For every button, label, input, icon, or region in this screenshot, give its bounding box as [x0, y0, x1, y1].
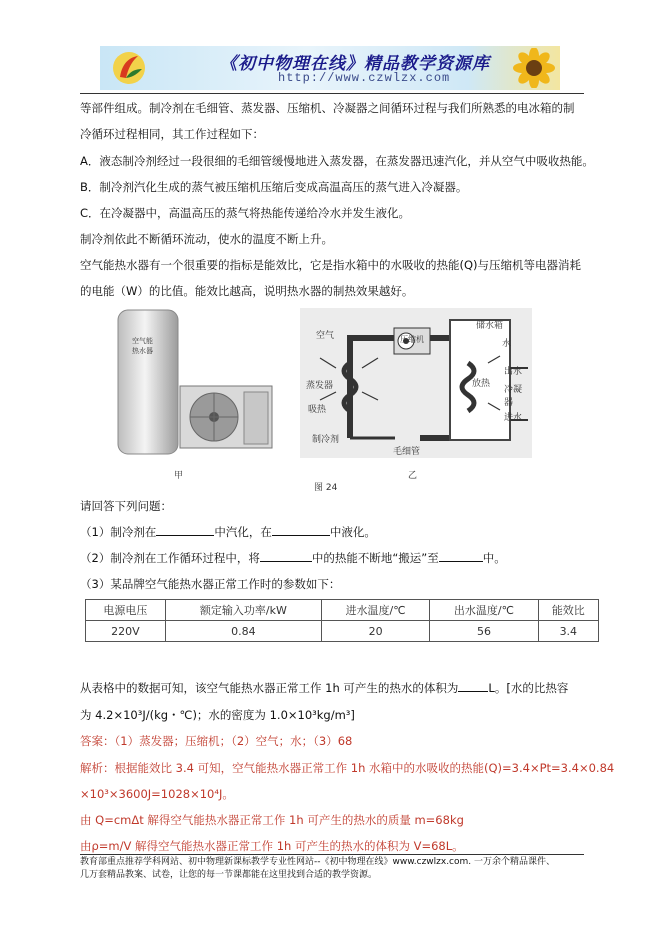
- question-2: （2）制冷剂在工作循环过程中，将 中的热能不断地“搬运”至 中。: [80, 551, 506, 565]
- table-header: 进水温度/℃: [321, 600, 429, 621]
- label-yi: 乙: [408, 471, 418, 481]
- answer-blank[interactable]: [272, 524, 330, 536]
- label-absorb-heat: 吸热: [308, 405, 327, 415]
- label-air: 空气: [316, 331, 335, 341]
- label-release-heat: 放热: [472, 379, 491, 389]
- site-logo-icon: [112, 51, 146, 85]
- paragraph-line: 的电能（W）的比值。能效比越高，说明热水器的制热效果越好。: [80, 284, 414, 298]
- question-3-note: 为 4.2×10³J/(kg・℃)；水的密度为 1.0×10³kg/m³]: [80, 708, 355, 722]
- question-1: （1）制冷剂在 中汽化，在 中液化。: [80, 525, 376, 539]
- label-out-water: 出水: [504, 367, 523, 377]
- step-b: B．制冷剂汽化生成的蒸气被压缩机压缩后变成高温高压的蒸气进入冷凝器。: [80, 180, 468, 194]
- question-intro: 请回答下列问题：: [80, 499, 172, 513]
- tank-label: 空气能热水器: [132, 337, 153, 355]
- label-evaporator: 蒸发器: [306, 381, 334, 391]
- paragraph-line: 等部件组成。制冷剂在毛细管、蒸发器、压缩机、冷凝器之间循环过程与我们所熟悉的电冰箱的制: [80, 101, 575, 115]
- footer-divider: [80, 854, 584, 855]
- table-cell: 220V: [86, 621, 166, 642]
- question-3: （3）某品牌空气能热水器正常工作时的参数如下：: [80, 577, 341, 591]
- table-header: 额定输入功率/kW: [165, 600, 321, 621]
- table-header: 电源电压: [86, 600, 166, 621]
- label-refrigerant: 制冷剂: [312, 435, 340, 445]
- figure-caption: 图 24: [314, 483, 338, 493]
- table-cell: 20: [321, 621, 429, 642]
- figure-24: [110, 306, 530, 496]
- label-tank: 储水箱: [476, 321, 504, 331]
- table-row: [86, 621, 599, 642]
- table-cell: 56: [430, 621, 538, 642]
- table-header: 出水温度/℃: [430, 600, 538, 621]
- answer-line: 答案：（1）蒸发器；压缩机；（2）空气；水；（3）68: [80, 734, 353, 748]
- water-heater-photo: [110, 306, 290, 466]
- footer-line: 教育部重点推荐学科网站、初中物理新课标教学专业性网站--《初中物理在线》www.czwlzx.com. 一万余个精品课件、: [80, 857, 556, 867]
- paragraph-line: 制冷剂依此不断循环流动，使水的温度不断上升。: [80, 232, 333, 246]
- label-water: 水: [502, 339, 512, 349]
- sunflower-icon: [504, 48, 556, 88]
- answer-blank[interactable]: [260, 550, 312, 562]
- label-capillary: 毛细管: [393, 447, 421, 457]
- header-divider: [80, 93, 584, 94]
- parameter-table: [85, 599, 599, 642]
- label-compressor: 压缩机: [400, 335, 424, 344]
- table-cell: 3.4: [538, 621, 598, 642]
- label-jia: 甲: [174, 471, 184, 481]
- step-c: C．在冷凝器中，高温高压的蒸气将热能传递给冷水并发生液化。: [80, 206, 411, 220]
- step-a: A．液态制冷剂经过一段很细的毛细管缓慢地进入蒸发器，在蒸发器迅速汽化，并从空气中吸收热能。: [80, 154, 594, 168]
- analysis-line: 由 Q=cmΔt 解得空气能热水器正常工作 1h 可产生的热水的质量 m=68kg: [80, 813, 464, 827]
- analysis-line: 解析：根据能效比 3.4 可知，空气能热水器正常工作 1h 水箱中的水吸收的热能(Q)=3.4×Pt=3.4×0.84: [80, 761, 615, 775]
- header-banner: [100, 46, 560, 90]
- answer-blank[interactable]: [156, 524, 214, 536]
- site-url[interactable]: http://www.czwlzx.com: [278, 71, 451, 85]
- paragraph-line: 空气能热水器有一个很重要的指标是能效比，它是指水箱中的水吸收的热能(Q)与压缩机等电器消耗: [80, 258, 582, 272]
- answer-blank[interactable]: [439, 550, 483, 562]
- answer-blank[interactable]: [458, 680, 488, 692]
- table-header-row: [86, 600, 599, 621]
- table-header: 能效比: [538, 600, 598, 621]
- paragraph-line: 冷循环过程相同，其工作过程如下：: [80, 127, 264, 141]
- label-in-water: 进水: [504, 413, 523, 423]
- analysis-line: 由ρ=m/V 解得空气能热水器正常工作 1h 可产生的热水的体积为 V=68L。: [80, 839, 464, 853]
- question-3-text: 从表格中的数据可知，该空气能热水器正常工作 1h 可产生的热水的体积为 L。[水的比热容: [80, 681, 569, 695]
- site-title: 《初中物理在线》精品教学资源库: [220, 54, 490, 74]
- label-condenser: 冷凝器: [504, 385, 523, 408]
- analysis-line: ×10³×3600J=1028×10⁴J。: [80, 787, 234, 801]
- table-cell: 0.84: [165, 621, 321, 642]
- footer-line: 几万套精品教案、试卷，让您的每一节课都能在这里找到合适的教学资源。: [80, 870, 378, 880]
